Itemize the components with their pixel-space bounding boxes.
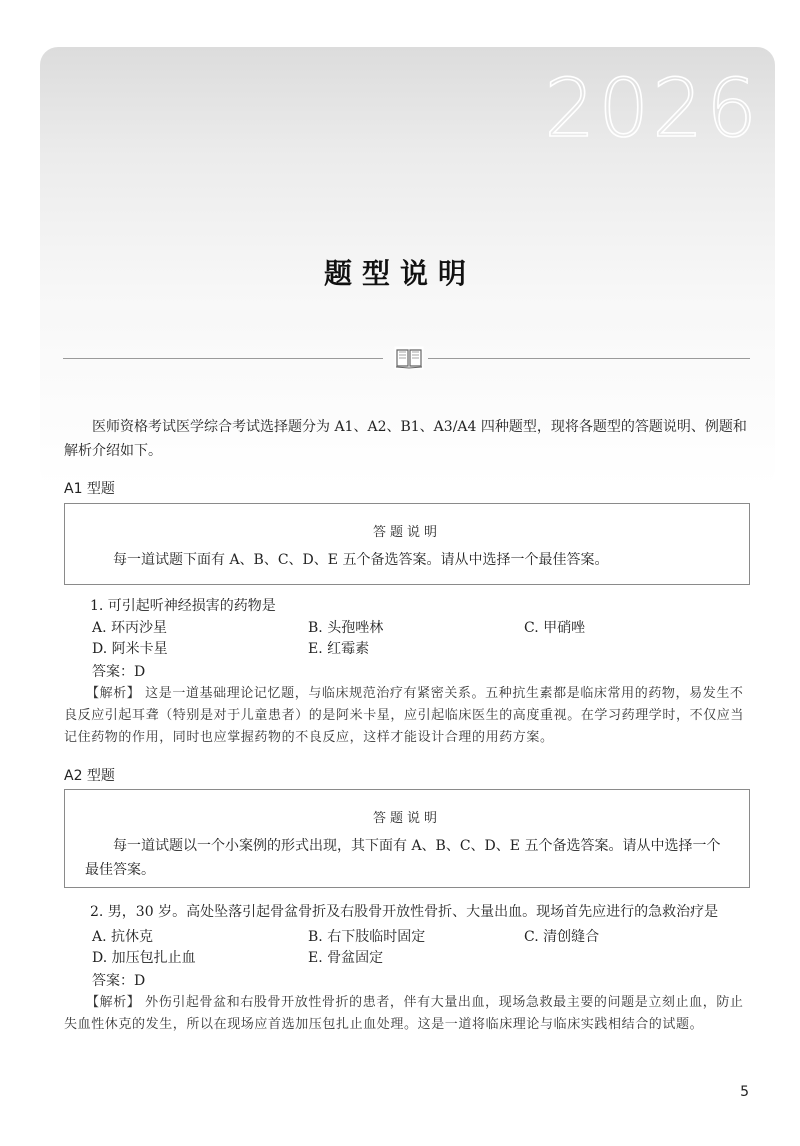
option-a: A. 抗休克 <box>92 929 154 945</box>
option-e: E. 红霉素 <box>308 641 370 657</box>
option-e: E. 骨盆固定 <box>308 950 384 966</box>
section-label-a2: A2 型题 <box>64 768 115 784</box>
divider-left <box>63 358 383 359</box>
question-2: 2. 男，30 岁。高处坠落引起骨盆骨折及右股骨开放性骨折、大量出血。现场首先应进行的急救治疗是 <box>90 904 719 920</box>
year-watermark: 2026 <box>544 62 760 155</box>
section-label-a1: A1 型题 <box>64 481 115 497</box>
answer-2: 答案：D <box>92 973 146 989</box>
page-number: 5 <box>740 1084 749 1100</box>
option-c: C. 清创缝合 <box>524 929 600 945</box>
open-book-icon <box>394 346 424 370</box>
intro-paragraph: 医师资格考试医学综合考试选择题分为 A1、A2、B1、A3/A4 四种题型，现将各题型的答题说明、例题和解析介绍如下。 <box>64 419 747 459</box>
option-c: C. 甲硝唑 <box>524 620 586 636</box>
answer-1: 答案：D <box>92 664 146 680</box>
option-d: D. 加压包扎止血 <box>92 950 196 966</box>
analysis-1: 【解析】 这是一道基础理论记忆题，与临床规范治疗有紧密关系。五种抗生素都是临床常用的药物，易发生不良反应引起耳聋（特别是对于儿童患者）的是阿米卡星，应引起临床医生的高度重视。在学习药理学时，不仅应当记住药物的作用，同时也应掌握药物的不良反应，这样才能设计合理的用药方案。 <box>64 686 745 745</box>
option-a: A. 环丙沙星 <box>92 620 168 636</box>
instructions-title: 答题说明 <box>372 525 441 540</box>
instructions-text: 每一道试题下面有 A、B、C、D、E 五个备选答案。请从中选择一个最佳答案。 <box>113 552 609 568</box>
analysis-2: 【解析】 外伤引起骨盆和右股骨开放性骨折的患者，伴有大量出血，现场急救最主要的问题是立刻止血，防止失血性休克的发生，所以在现场应首选加压包扎止血处理。这是一道将临床理论与临床实践相结合的试题。 <box>64 995 744 1032</box>
option-b: B. 头孢唑林 <box>308 620 384 636</box>
question-1: 1. 可引起听神经损害的药物是 <box>90 598 276 614</box>
option-b: B. 右下肢临时固定 <box>308 929 426 945</box>
option-d: D. 阿米卡星 <box>92 641 168 657</box>
divider-right <box>428 358 750 359</box>
instructions-text: 每一道试题以一个小案例的形式出现，其下面有 A、B、C、D、E 五个备选答案。请从中选择一个最佳答案。 <box>85 838 721 878</box>
page-title: 题型说明 <box>323 257 476 290</box>
instructions-box-a1 <box>64 503 750 585</box>
instructions-box-a2 <box>64 789 750 888</box>
instructions-title: 答题说明 <box>372 811 441 826</box>
